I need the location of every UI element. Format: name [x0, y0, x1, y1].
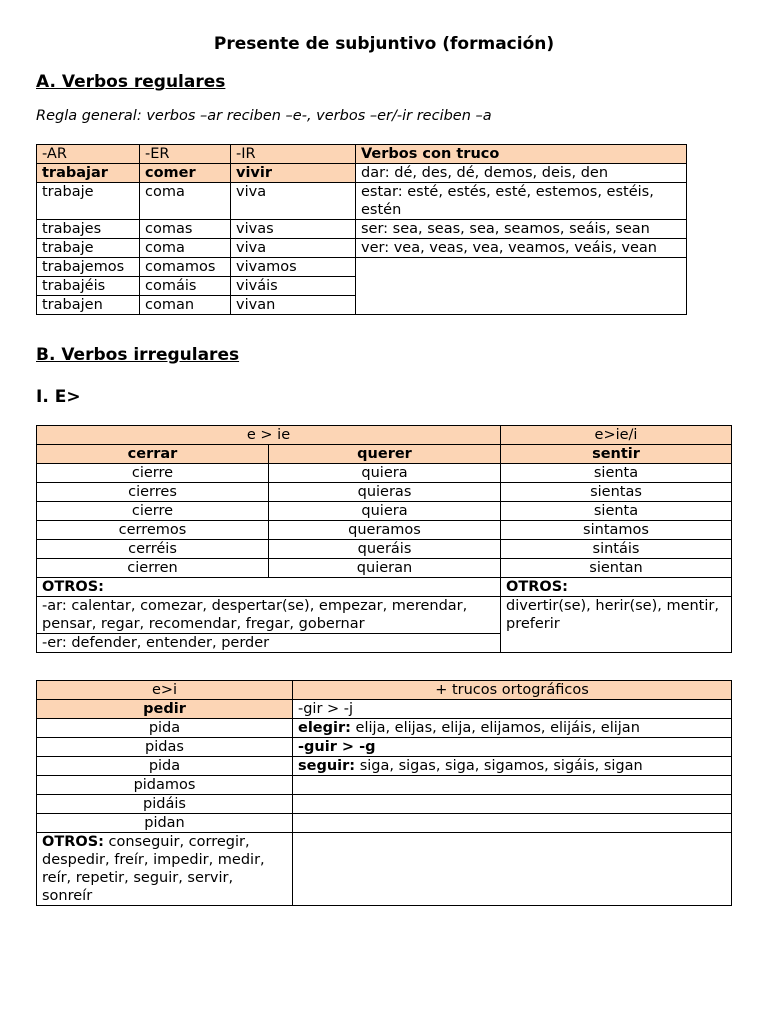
e-ie-table [36, 425, 732, 653]
general-rule: Regla general: verbos –ar reciben –e-, verbos –er/-ir reciben –a [36, 108, 492, 124]
header-e-i: e>i [37, 681, 293, 700]
form-ir: vivamos [231, 258, 356, 277]
form-ar: trabaje [37, 239, 140, 258]
form-pedir: pida [37, 757, 293, 776]
verb-cerrar: cerrar [37, 445, 269, 464]
form-pedir: pidan [37, 814, 293, 833]
form-cerrar: cerréis [37, 540, 269, 559]
header-trucos: + trucos ortográficos [293, 681, 732, 700]
otros-er-list: -er: defender, entender, perder [37, 634, 501, 653]
form-cerrar: cierre [37, 464, 269, 483]
empty-cell [356, 258, 687, 315]
elegir-conjugation: elija, elijas, elija, elijamos, elijáis, elijan [350, 720, 640, 736]
form-querer: quiera [269, 502, 501, 521]
form-pedir: pida [37, 719, 293, 738]
form-cerrar: cerremos [37, 521, 269, 540]
form-sentir: sientas [501, 483, 732, 502]
form-er: coma [140, 183, 231, 220]
elegir-forms [293, 719, 732, 738]
truco-estar: estar: esté, estés, esté, estemos, estéis, estén [356, 183, 687, 220]
truco-ser: ser: sea, seas, sea, seamos, seáis, sean [356, 220, 687, 239]
elegir-label: elegir: [298, 720, 351, 736]
form-pedir: pidas [37, 738, 293, 757]
verb-ir: vivir [231, 164, 356, 183]
seguir-forms [293, 757, 732, 776]
subsection-heading: I. E> [36, 387, 81, 407]
verb-sentir: sentir [501, 445, 732, 464]
seguir-conjugation: siga, sigas, siga, sigamos, sigáis, sigan [355, 758, 643, 774]
otros-right-list: divertir(se), herir(se), mentir, preferir [501, 597, 732, 653]
form-ir: vivan [231, 296, 356, 315]
form-querer: quieras [269, 483, 501, 502]
form-er: comamos [140, 258, 231, 277]
form-querer: quiera [269, 464, 501, 483]
form-ar: trabajemos [37, 258, 140, 277]
form-er: coma [140, 239, 231, 258]
form-sentir: sienta [501, 502, 732, 521]
verb-querer: querer [269, 445, 501, 464]
gir-rule: -gir > -j [293, 700, 732, 719]
form-sentir: sintáis [501, 540, 732, 559]
guir-rule: -guir > -g [293, 738, 732, 757]
form-cerrar: cierre [37, 502, 269, 521]
form-pedir: pidáis [37, 795, 293, 814]
truco-ver: ver: vea, veas, vea, veamos, veáis, vean [356, 239, 687, 258]
form-ir: viváis [231, 277, 356, 296]
e-i-table [36, 680, 732, 906]
header-ar: -AR [37, 145, 140, 164]
form-er: coman [140, 296, 231, 315]
form-sentir: sienta [501, 464, 732, 483]
otros-ar-list: -ar: calentar, comezar, despertar(se), empezar, merendar, pensar, regar, recomendar, fregar, gobernar [37, 597, 501, 634]
form-ar: trabajen [37, 296, 140, 315]
form-cerrar: cierres [37, 483, 269, 502]
regular-verbs-table [36, 144, 687, 315]
section-b-heading: B. Verbos irregulares [36, 345, 240, 365]
otros-label-right: OTROS: [501, 578, 732, 597]
header-ir: -IR [231, 145, 356, 164]
section-a-heading: A. Verbos regulares [36, 72, 226, 92]
form-cerrar: cierren [37, 559, 269, 578]
empty-cell [293, 833, 732, 906]
form-ir: vivas [231, 220, 356, 239]
form-ar: trabajéis [37, 277, 140, 296]
otros-e-i [37, 833, 293, 906]
header-truco: Verbos con truco [356, 145, 687, 164]
form-querer: queráis [269, 540, 501, 559]
group-e-ie: e > ie [37, 426, 501, 445]
verb-pedir: pedir [37, 700, 293, 719]
verb-er: comer [140, 164, 231, 183]
form-sentir: sintamos [501, 521, 732, 540]
form-sentir: sientan [501, 559, 732, 578]
form-ar: trabaje [37, 183, 140, 220]
empty-cell [293, 776, 732, 795]
empty-cell [293, 814, 732, 833]
form-querer: quieran [269, 559, 501, 578]
page-title: Presente de subjuntivo (formación) [213, 34, 555, 54]
otros-e-i-list: conseguir, corregir, despedir, freír, impedir, medir, reír, repetir, seguir, servir, sonreír [42, 834, 265, 904]
otros-e-i-label: OTROS: [42, 834, 104, 850]
seguir-label: seguir: [298, 758, 356, 774]
form-ar: trabajes [37, 220, 140, 239]
verb-ar: trabajar [37, 164, 140, 183]
truco-dar: dar: dé, des, dé, demos, deis, den [356, 164, 687, 183]
otros-label-left: OTROS: [37, 578, 501, 597]
form-pedir: pidamos [37, 776, 293, 795]
header-er: -ER [140, 145, 231, 164]
form-ir: viva [231, 239, 356, 258]
form-ir: viva [231, 183, 356, 220]
form-querer: queramos [269, 521, 501, 540]
form-er: comáis [140, 277, 231, 296]
empty-cell [293, 795, 732, 814]
form-er: comas [140, 220, 231, 239]
group-e-ie-i: e>ie/i [501, 426, 732, 445]
